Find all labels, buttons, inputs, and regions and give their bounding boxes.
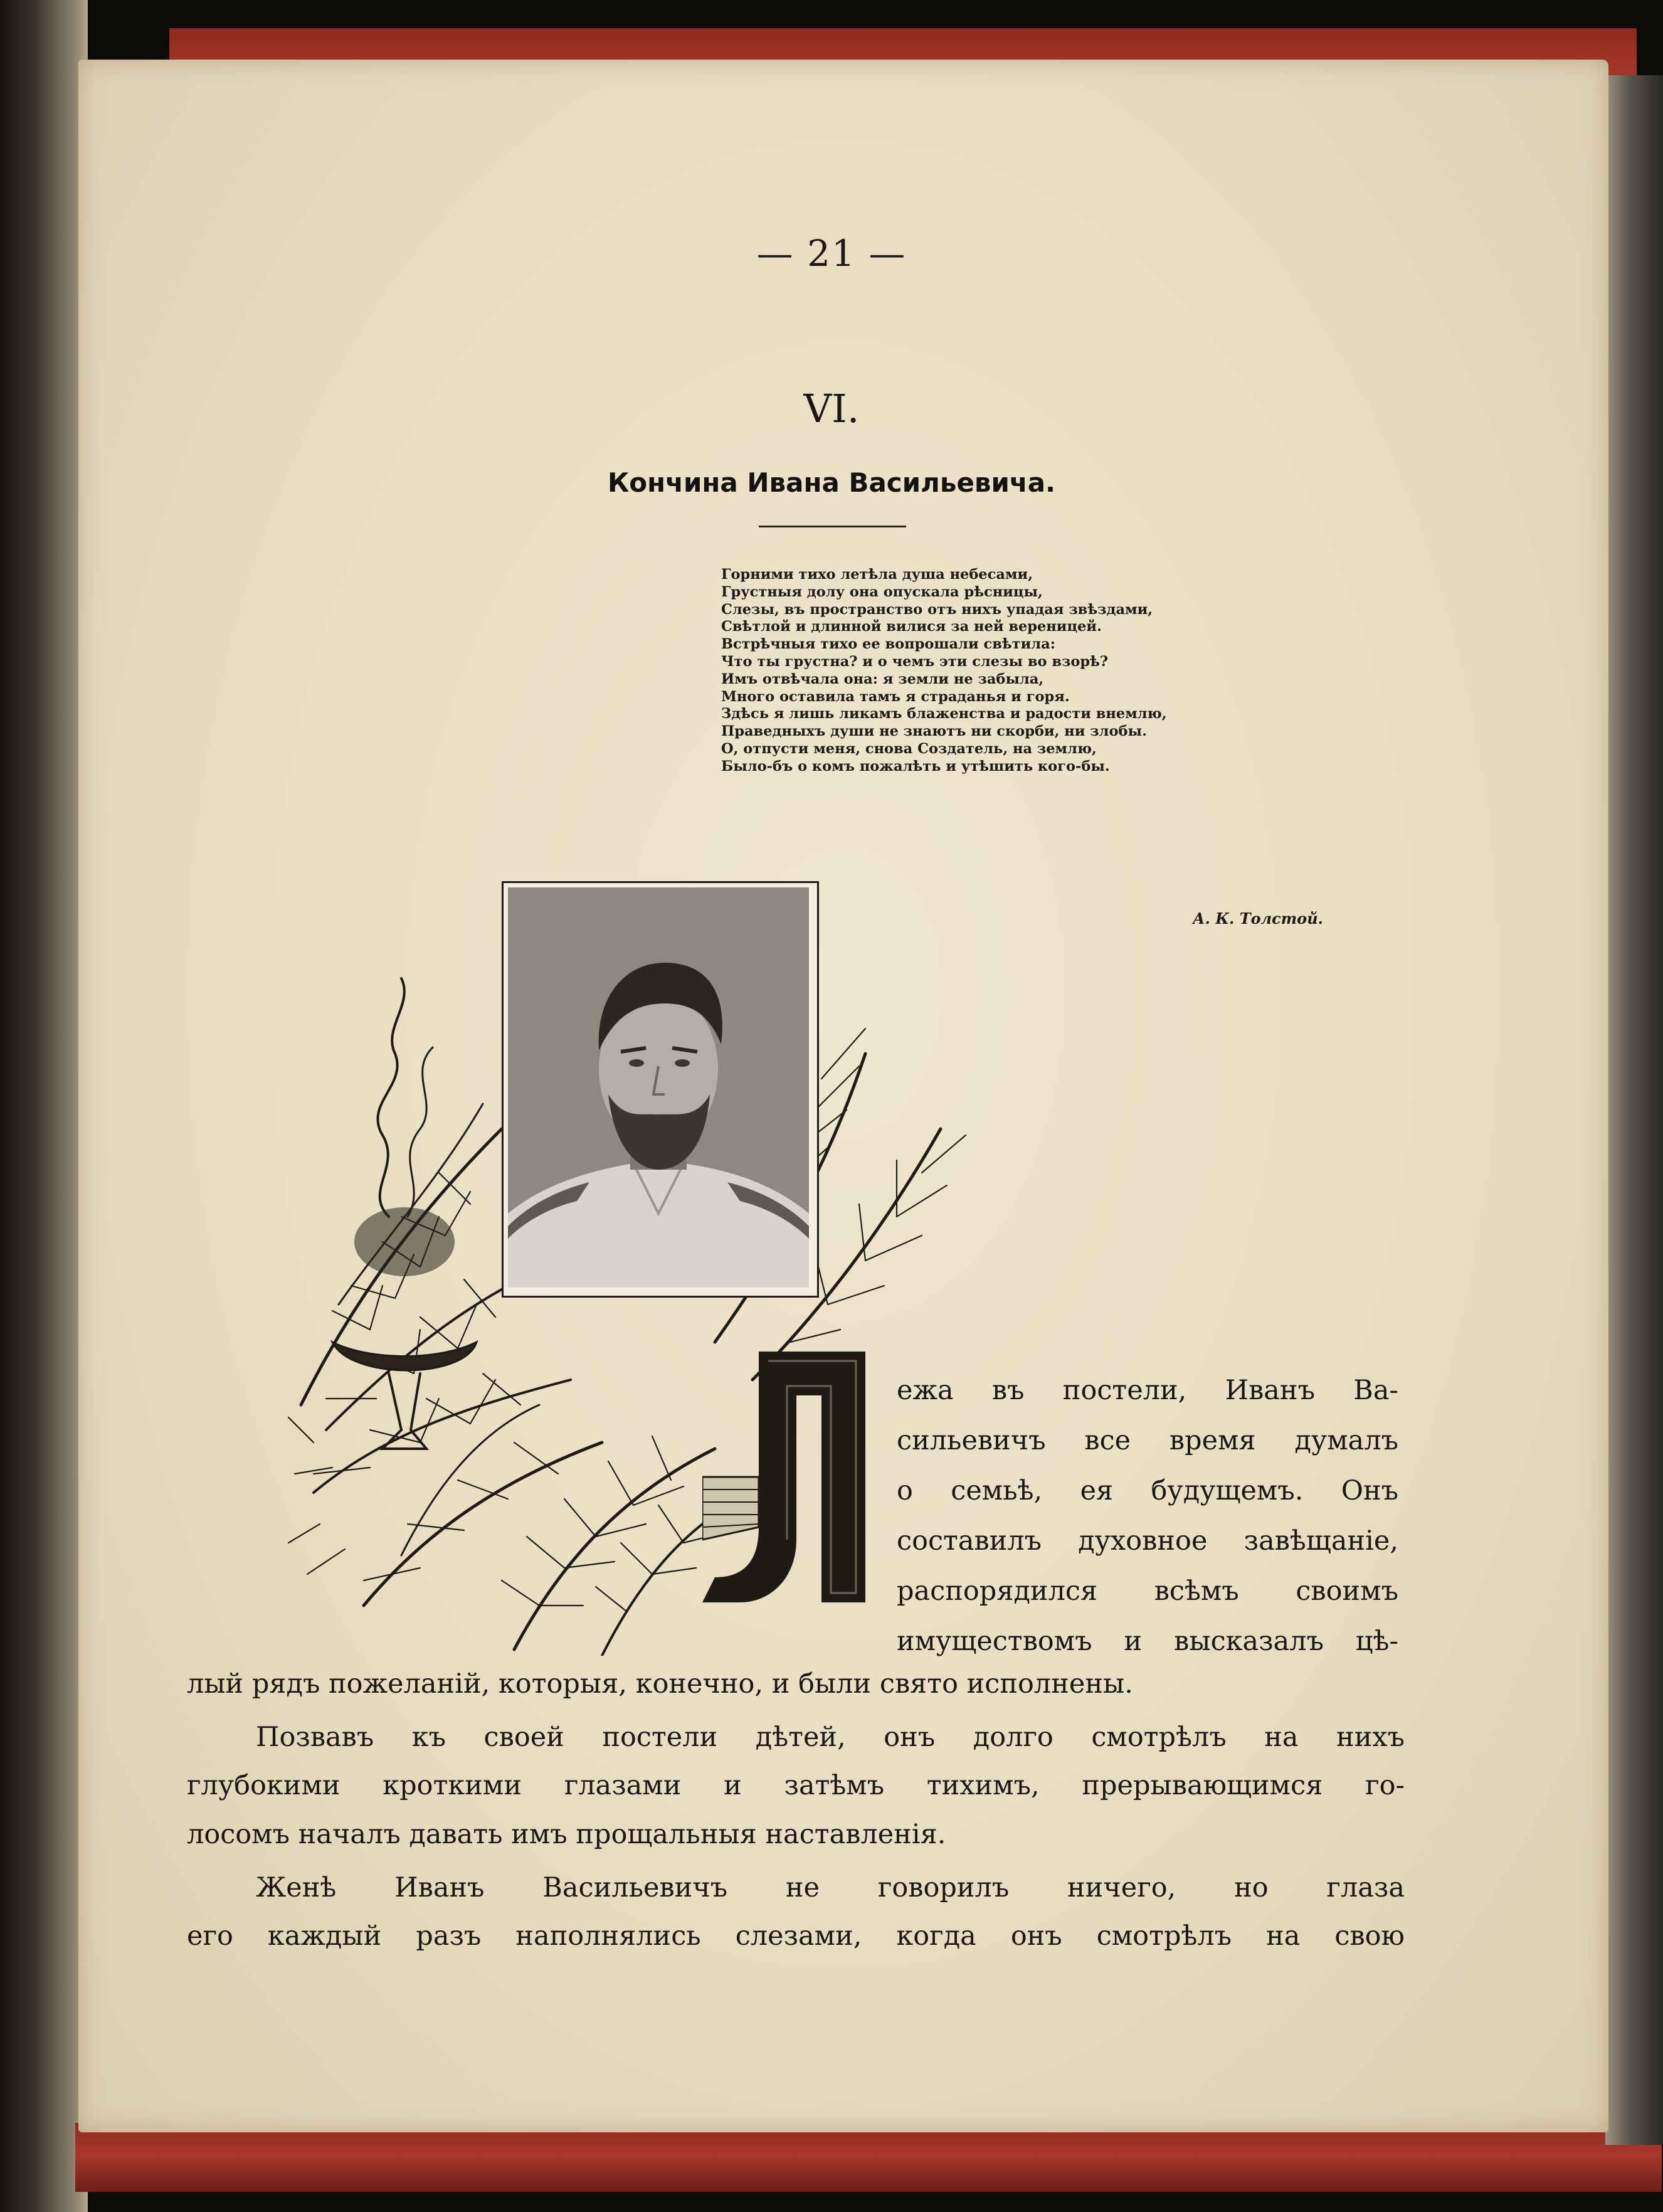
- epigraph-poem: [721, 566, 1317, 776]
- poem-line: О, отпусти меня, снова Создатель, на землю,: [721, 740, 1097, 757]
- book-cover-bottom-edge: [75, 2123, 1662, 2192]
- title-divider: [759, 526, 906, 527]
- text-line: сильевичъ все время думалъ: [897, 1425, 1398, 1456]
- poem-line: Много оставила тамъ я страданья и горя.: [721, 688, 1070, 705]
- portrait-photo: [508, 887, 809, 1288]
- drop-cap-letter: [702, 1352, 865, 1602]
- text-line: распорядился всѣмъ своимъ: [897, 1575, 1398, 1607]
- poem-line: Имъ отвѣчала она: я земли не забыла,: [721, 670, 1044, 687]
- text-line: о семьѣ, ея будущемъ. Онъ: [897, 1475, 1398, 1506]
- chapter-title: Кончина Ивана Васильевича.: [607, 467, 1056, 498]
- chapter-number: VI.: [803, 386, 860, 431]
- poem-line: Встрѣчныя тихо ее вопрошали свѣтила:: [721, 636, 1056, 653]
- poem-line: Праведныхъ души не знаютъ ни скорби, ни злобы.: [721, 723, 1147, 740]
- text-line: ежа въ постели, Иванъ Ва-: [897, 1375, 1398, 1406]
- text-line: Позвавъ къ своей постели дѣтей, онъ долго смотрѣлъ на нихъ: [256, 1722, 1405, 1753]
- poem-line: Здѣсь я лишь ликамъ блаженства и радости внемлю,: [721, 706, 1167, 722]
- text-line: Женѣ Иванъ Васильевичъ не говорилъ ничего, но глаза: [256, 1872, 1405, 1903]
- poem-line: Свѣтлой и длинной вилися за ней вереницей.: [721, 618, 1102, 635]
- poem-line: Что ты грустна? и о чемъ эти слезы во взорѣ?: [721, 653, 1109, 670]
- poem-author: А. К. Толстой.: [1192, 909, 1323, 928]
- text-line: имуществомъ и высказалъ цѣ-: [897, 1626, 1398, 1657]
- poem-line: Грустныя долу она опускала рѣсницы,: [721, 583, 1043, 600]
- book-spine: [0, 0, 88, 2212]
- text-line: его каждый разъ наполнялись слезами, когда онъ смотрѣлъ на свою: [187, 1920, 1405, 1952]
- poem-line: Было-бъ о комъ пожалѣть и утѣшить кого-бы.: [721, 758, 1110, 775]
- text-line: лосомъ началъ давать имъ прощальныя наставленія.: [187, 1819, 946, 1850]
- text-line: лый рядъ пожеланій, которыя, конечно, и были свято исполнены.: [187, 1668, 1133, 1700]
- text-line: глубокими кроткими глазами и затѣмъ тихимъ, прерывающимся го-: [187, 1770, 1405, 1801]
- poem-line: Горними тихо летѣла душа небесами,: [721, 566, 1033, 583]
- poem-line: Слезы, въ пространство отъ нихъ упадая звѣздами,: [721, 601, 1153, 618]
- page-number: — 21 —: [756, 232, 907, 275]
- text-line: составилъ духовное завѣщаніе,: [897, 1525, 1398, 1557]
